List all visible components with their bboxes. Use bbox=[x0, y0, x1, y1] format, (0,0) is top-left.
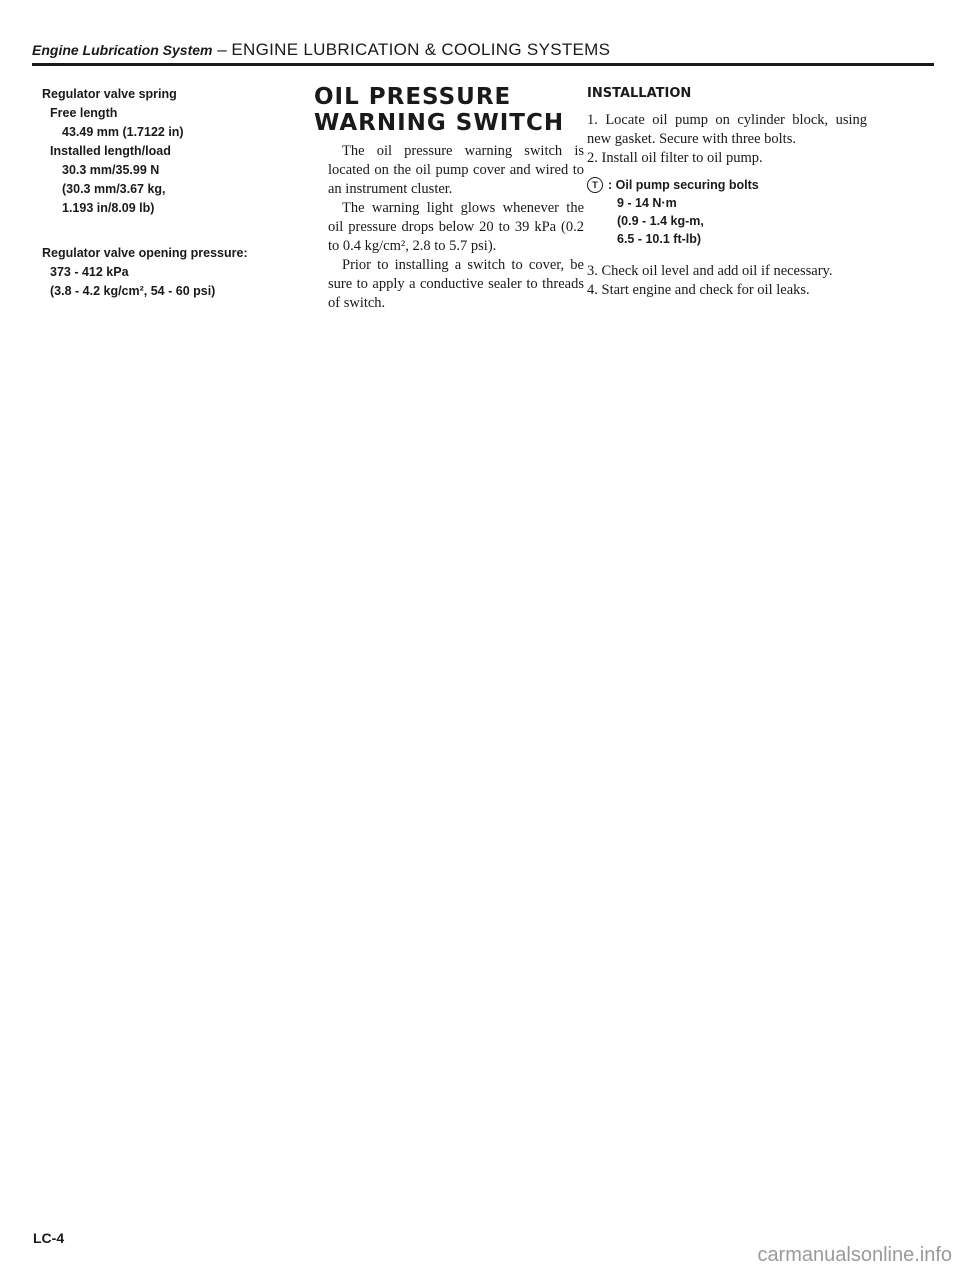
step-1: 1. Locate oil pump on cylinder block, using new gasket. Secure with three bolts. bbox=[587, 112, 867, 147]
torque-spec bbox=[587, 176, 867, 248]
opening-pressure-label: Regulator valve opening pressure: bbox=[42, 246, 248, 260]
section-title bbox=[314, 84, 584, 136]
free-length-label: Free length bbox=[50, 106, 118, 120]
step-4: 4. Start engine and check for oil leaks. bbox=[587, 282, 810, 298]
paragraph-2: The warning light glows whenever the oil pressure drops below 20 to 39 kPa (0.2 to 0.4 kg/cm², 2.8 to 5.7 psi). bbox=[328, 200, 584, 254]
step-2: 2. Install oil filter to oil pump. bbox=[587, 150, 763, 166]
section-title-line2: WARNING SWITCH bbox=[314, 110, 565, 136]
torque-spec-lead bbox=[587, 176, 867, 194]
page-number: LC-4 bbox=[33, 1230, 65, 1246]
page-header bbox=[32, 40, 934, 60]
section-title-line1: OIL PRESSURE bbox=[314, 84, 512, 110]
spec-column bbox=[42, 85, 282, 301]
torque-label: : Oil pump securing bolts bbox=[608, 178, 759, 192]
opening-pressure-value-1: 373 - 412 kPa bbox=[50, 265, 129, 279]
section-name: Engine Lubrication System bbox=[32, 42, 213, 58]
paragraph-3: Prior to installing a switch to cover, be sure to apply a conductive sealer to threads of switch. bbox=[328, 257, 584, 311]
torque-value-1: 9 - 14 N·m bbox=[617, 196, 677, 210]
step-3: 3. Check oil level and add oil if necessary. bbox=[587, 263, 833, 279]
installed-length-label: Installed length/load bbox=[50, 144, 171, 158]
torque-value-3: 6.5 - 10.1 ft-lb) bbox=[617, 232, 702, 246]
installation-title: INSTALLATION bbox=[587, 86, 692, 101]
paragraph-1: The oil pressure warning switch is located on the oil pump cover and wired to an instrument cluster. bbox=[328, 143, 584, 197]
spacer bbox=[42, 218, 282, 244]
spring-label: Regulator valve spring bbox=[42, 87, 177, 101]
chapter-title: ENGINE LUBRICATION & COOLING SYSTEMS bbox=[231, 40, 611, 59]
torque-icon: T bbox=[587, 177, 603, 193]
warning-switch-column bbox=[314, 84, 584, 313]
installed-value-3: 1.193 in/8.09 lb) bbox=[62, 201, 155, 215]
header-rule bbox=[32, 63, 934, 66]
installed-value-1: 30.3 mm/35.99 N bbox=[62, 163, 160, 177]
installed-value-2: (30.3 mm/3.67 kg, bbox=[62, 182, 166, 196]
installation-column bbox=[587, 84, 867, 300]
opening-pressure-value-2: (3.8 - 4.2 kg/cm², 54 - 60 psi) bbox=[50, 284, 216, 298]
torque-value-2: (0.9 - 1.4 kg-m, bbox=[617, 214, 704, 228]
watermark: carmanualsonline.info bbox=[757, 1244, 952, 1266]
header-dash: – bbox=[212, 40, 232, 59]
free-length-value: 43.49 mm (1.7122 in) bbox=[62, 125, 184, 139]
